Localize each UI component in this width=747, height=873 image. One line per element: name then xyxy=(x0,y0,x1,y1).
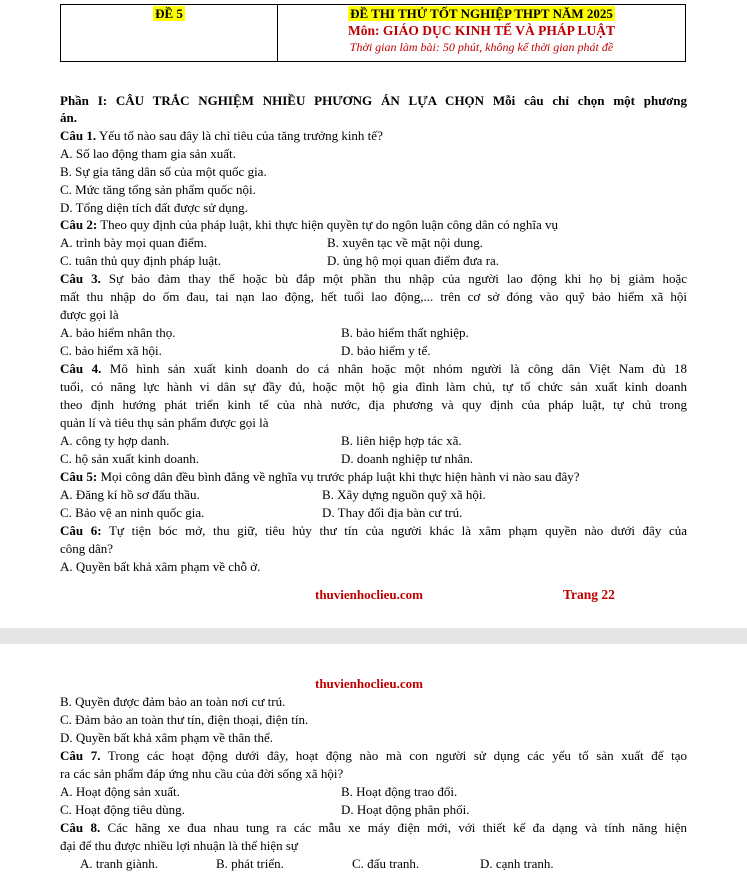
part1-heading-end: án. xyxy=(60,110,77,125)
question-4-line4: quản lí và tiêu thụ sản phẩm được gọi là xyxy=(60,415,269,430)
q8-option-b[interactable]: B. phát triển. xyxy=(216,856,284,871)
question-2: Câu 2: Theo quy định của pháp luật, khi thực hiện quyền tự do ngôn luận công dân có nghĩa vụ xyxy=(60,217,559,232)
page-gap xyxy=(0,628,747,644)
exam-title: ĐỀ THI THỬ TỐT NGHIỆP THPT NĂM 2025 xyxy=(350,6,613,21)
q1-option-a[interactable]: A. Số lao động tham gia sản xuất. xyxy=(60,146,236,161)
q2-option-b[interactable]: B. xuyên tạc về mặt nội dung. xyxy=(327,235,483,250)
question-4-line2: tuổi, có năng lực hành vi dân sự đầy đủ, hoặc một hộ gia đình làm chủ, tự tổ chức sản xuất kinh doanh xyxy=(60,379,687,394)
question-6-line2: công dân? xyxy=(60,541,114,556)
q7-option-c[interactable]: C. Hoạt động tiêu dùng. xyxy=(60,802,185,817)
exam-duration: Thời gian làm bài: 50 phút, không kể thời gian phát đề xyxy=(349,40,614,54)
q6-option-d[interactable]: D. Quyền bất khả xâm phạm về thân thể. xyxy=(60,730,273,745)
q4-option-c[interactable]: C. hộ sản xuất kinh doanh. xyxy=(60,451,200,466)
q8-option-a[interactable]: A. tranh giành. xyxy=(80,856,158,871)
q4-option-a[interactable]: A. công ty hợp danh. xyxy=(60,433,170,448)
page-23 xyxy=(0,644,747,873)
part1-heading: Phần I: CÂU TRẮC NGHIỆM NHIỀU PHƯƠNG ÁN LỰA CHỌN Mỗi câu chỉ chọn một phương xyxy=(60,93,687,108)
q4-option-d[interactable]: D. doanh nghiệp tư nhân. xyxy=(341,451,473,466)
q7-option-b[interactable]: B. Hoạt động trao đổi. xyxy=(341,784,458,799)
q7-option-d[interactable]: D. Hoạt động phân phối. xyxy=(341,802,470,817)
question-5: Câu 5: Mọi công dân đều bình đẳng về nghĩa vụ trước pháp luật khi thực hiện hành vi nào sau đây? xyxy=(60,469,580,484)
question-3-line2: mất thu nhập do ốm đau, tai nạn lao động, hết tuổi lao động,... trên cơ sở đóng vào quỹ bảo hiểm xã hội xyxy=(60,289,687,304)
q6-option-a[interactable]: A. Quyền bất khả xâm phạm về chỗ ở. xyxy=(60,559,261,574)
q5-option-b[interactable]: B. Xây dựng nguồn quỹ xã hội. xyxy=(322,487,486,502)
q7-option-a[interactable]: A. Hoạt động sản xuất. xyxy=(60,784,180,799)
question-7-line2: ra các sản phẩm đáp ứng nhu cầu của đời sống xã hội? xyxy=(60,766,344,781)
question-4: Câu 4. Mô hình sản xuất kinh doanh do cá nhân hoặc một nhóm người là công dân Việt Nam đủ 18 xyxy=(60,361,687,376)
header-site: thuvienhoclieu.com xyxy=(315,676,423,691)
q5-option-c[interactable]: C. Bảo vệ an ninh quốc gia. xyxy=(60,505,205,520)
q5-option-d[interactable]: D. Thay đổi địa bàn cư trú. xyxy=(322,505,463,520)
q1-option-d[interactable]: D. Tổng diện tích đất được sử dụng. xyxy=(60,200,248,215)
question-8-line2: đại để thu được nhiều lợi nhuận là thể hiện sự xyxy=(60,838,298,853)
exam-code: ĐỀ 5 xyxy=(155,6,183,21)
footer-site: thuvienhoclieu.com xyxy=(315,587,423,602)
q5-option-a[interactable]: A. Đăng kí hồ sơ đấu thầu. xyxy=(60,487,200,502)
exam-info-cell xyxy=(278,5,686,62)
q3-option-c[interactable]: C. bảo hiểm xã hội. xyxy=(60,343,162,358)
q1-option-b[interactable]: B. Sự gia tăng dân số của một quốc gia. xyxy=(60,164,267,179)
question-6: Câu 6: Tự tiện bóc mở, thu giữ, tiêu hủy thư tín của người khác là xâm phạm quyền nào dưới đây của xyxy=(60,523,687,538)
q8-option-c[interactable]: C. đấu tranh. xyxy=(352,856,420,871)
q2-option-c[interactable]: C. tuân thủ quy định pháp luật. xyxy=(60,253,222,268)
q6-option-b[interactable]: B. Quyền được đảm bảo an toàn nơi cư trú. xyxy=(60,694,286,709)
q3-option-b[interactable]: B. bảo hiểm thất nghiệp. xyxy=(341,325,469,340)
q3-option-a[interactable]: A. bảo hiểm nhân thọ. xyxy=(60,325,176,340)
exam-code-cell xyxy=(61,5,278,62)
exam-header-table xyxy=(60,4,686,62)
question-1: Câu 1. Yếu tố nào sau đây là chỉ tiêu của tăng trưởng kinh tế? xyxy=(60,128,383,143)
question-4-line3: theo định hướng phát triển kinh tế của nhà nước, địa phương và quy định của pháp luật, tự chủ trong xyxy=(60,397,687,412)
q3-option-d[interactable]: D. bảo hiểm y tế. xyxy=(341,343,431,358)
q1-option-c[interactable]: C. Mức tăng tổng sản phẩm quốc nội. xyxy=(60,182,256,197)
q8-option-d[interactable]: D. cạnh tranh. xyxy=(480,856,554,871)
footer-page-number: Trang 22 xyxy=(563,587,615,602)
question-3: Câu 3. Sự bảo đảm thay thế hoặc bù đắp một phần thu nhập của người lao động khi họ bị giảm hoặc xyxy=(60,271,687,286)
q6-option-c[interactable]: C. Đảm bảo an toàn thư tín, điện thoại, điện tín. xyxy=(60,712,309,727)
question-8: Câu 8. Các hãng xe đua nhau tung ra các mẫu xe máy điện mới, với thiết kế đa dạng và tính năng hiện xyxy=(60,820,688,835)
q2-option-a[interactable]: A. trình bày mọi quan điểm. xyxy=(60,235,207,250)
q4-option-b[interactable]: B. liên hiệp hợp tác xã. xyxy=(341,433,462,448)
question-7: Câu 7. Trong các hoạt động dưới đây, hoạt động nào mà con người sử dụng các yếu tố sản xuất để tạo xyxy=(60,748,687,763)
question-3-line3: được gọi là xyxy=(60,307,119,322)
exam-subject: Môn: GIÁO DỤC KINH TẾ VÀ PHÁP LUẬT xyxy=(348,23,615,38)
q2-option-d[interactable]: D. ủng hộ mọi quan điểm đưa ra. xyxy=(327,253,500,268)
